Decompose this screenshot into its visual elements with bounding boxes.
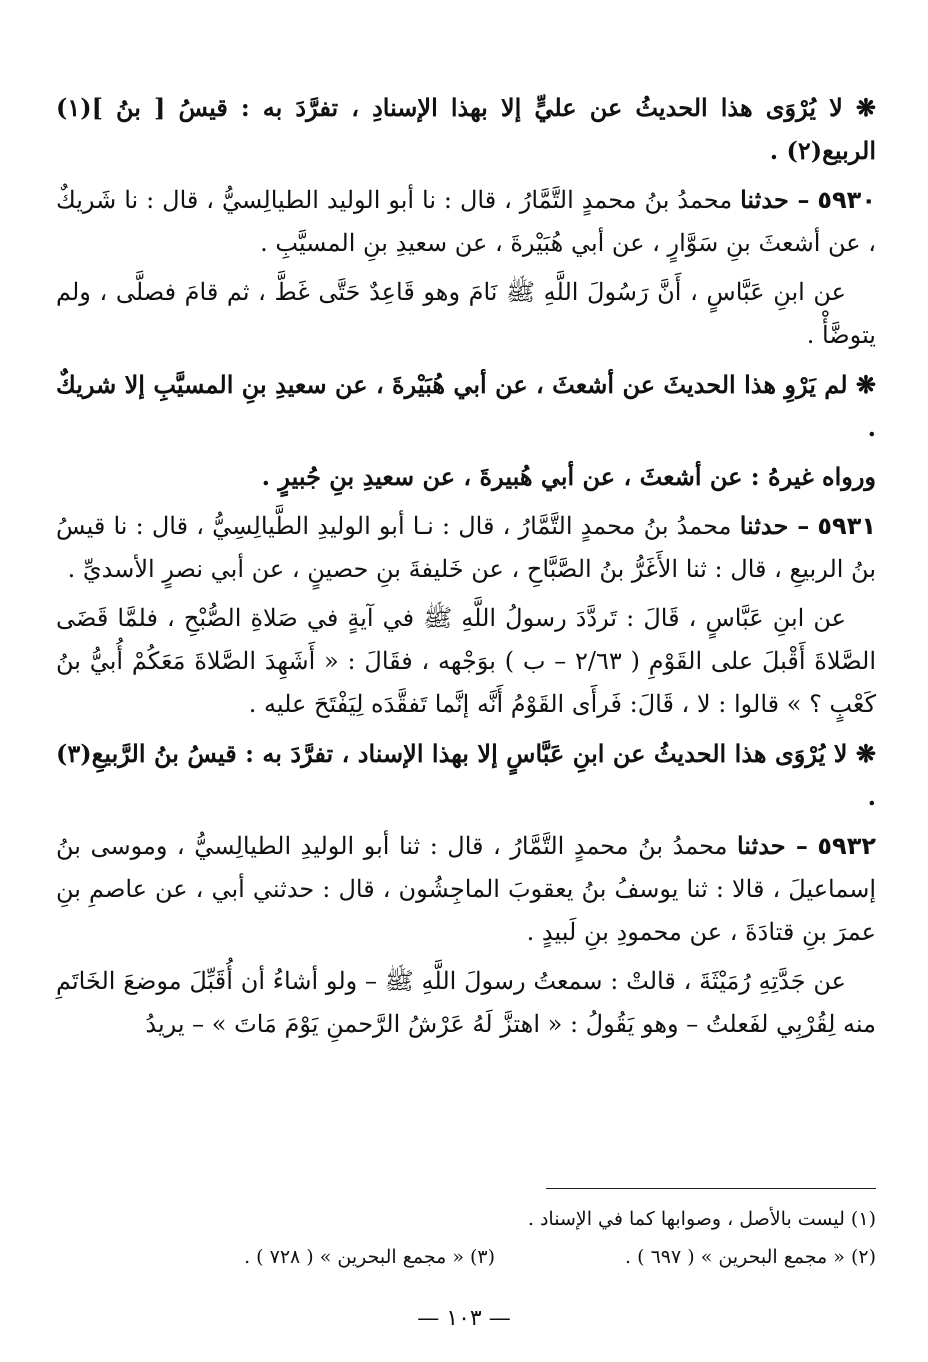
editor-note [56, 455, 876, 498]
editor-note [56, 363, 876, 449]
footnotes [56, 1200, 876, 1276]
note-text: ورواه غيرهُ : عن أشعثَ ، عن أبي هُبيرةَ ، عن سعيدِ بنِ جُبيرٍ . [261, 462, 876, 491]
hadith-label: – حدثنا [736, 831, 808, 860]
footnote-item: (٢) « مجمع البحرين » ( ٦٩٧ ) . [625, 1246, 876, 1268]
hadith-matn [56, 271, 876, 357]
hadith-isnad [56, 504, 876, 591]
matn-text: عن ابنِ عَبَّاسٍ ، أَنَّ رَسُولَ اللَّهِ ﷺ نَامَ وهو قَاعِدٌ حَتَّى غَطَّ ، ثم قامَ فصلَّى ، ولم يتوضَّأْ . [56, 278, 876, 349]
isnad-text: محمدُ بنُ محمدٍ التَّمَّارُ ، قال : نـا أبو الوليدِ الطَّيالِسِيُّ ، قال : نا قيسُ بنُ الربيعِ ، قال : ثنا الأَغَرُّ بنُ الصَّبَّاحِ ، عن خَليفةَ بنِ حصينٍ ، عن أبي نصرٍ الأسديِّ . [56, 512, 876, 583]
footnote-divider [546, 1188, 876, 1189]
hadith-isnad [56, 824, 876, 954]
isnad-text: محمدُ بنُ محمدٍ التَّمَّارُ ، قال : ثنا أبو الوليدِ الطيالِسيُّ ، وموسى بنُ إسماعيلَ ، قالا : ثنا يوسفُ بنُ يعقوبَ الماجِشُون ، قال : حدثني أبي ، عن عاصمِ بنِ عمرَ بنِ قتادَةَ ، عن محمودِ بنِ لَبيدٍ . [56, 832, 876, 946]
hadith-label: – حدثنا [740, 185, 810, 214]
isnad-text: محمدُ بنُ محمدٍ التَّمَّارُ ، قال : نا أبو الوليد الطيالِسيُّ ، قال : نا شَريكٌ ، عن أشعثَ بنِ سَوَّارٍ ، عن أبي هُبَيْرةَ ، عن سعيدِ بنِ المسيَّبِ . [56, 186, 876, 257]
editor-note [56, 732, 876, 818]
main-text [56, 86, 876, 1052]
note-text: ❋ لا يُرْوَى هذا الحديثُ عن ابنِ عَبَّاسٍ إلا بهذا الإسناد ، تفرَّدَ به : قيسُ بنُ الرَّبيعِ(٣) . [56, 739, 876, 811]
note-text: ❋ لا يُرْوَى هذا الحديثُ عن عليٍّ إلا بهذا الإسنادِ ، تفرَّدَ به : قيسُ [ بنُ ](١) الربيع(٢) . [56, 93, 876, 165]
hadith-number: ٥٩٣١ [817, 512, 876, 540]
hadith-number: ٥٩٣٠ [817, 186, 876, 214]
matn-text: عن ابنِ عَبَّاسٍ ، قَالَ : تَردَّدَ رسولُ اللَّهِ ﷺ في آيةٍ في صَلاةِ الصُّبْحِ ، فلمَّا قَضَى الصَّلاةَ أَقْبلَ على القَوْمِ ( ٢/٦٣ – ب ) بوَجْهه ، فقَالَ : « أَشَهِدَ الصَّلاةَ مَعَكُمْ أُبيُّ بنُ كَعْبٍ ؟ » قالوا : لا ، قَالَ: فَرأَى القَوْمُ أَنَّه إنَّما تَفقَّدَه لِيَفْتَحَ عليه . [56, 604, 876, 718]
note-text: ❋ لم يَرْوِ هذا الحديثَ عن أشعثَ ، عن أبي هُبَيْرةَ ، عن سعيدِ بنِ المسيَّبِ إلا شريكٌ . [56, 370, 876, 442]
matn-text: عن جَدَّتِهِ رُمَيْثَةَ ، قالتْ : سمعتُ رسولَ اللَّهِ ﷺ – ولو أشاءُ أن أُقَبِّلَ موضعَ الخَاتَمِ منه لِقُرْبِي لفَعلتُ – وهو يَقُولُ : « اهتزَّ لَهُ عَرْشُ الرَّحمنِ يَوْمَ مَاتَ » – يريدُ [56, 967, 876, 1038]
footnote-item: (٣) « مجمع البحرين » ( ٧٢٨ ) . [244, 1246, 496, 1268]
hadith-matn [56, 597, 876, 726]
footnote-row [56, 1200, 876, 1238]
hadith-matn [56, 960, 876, 1046]
hadith-number: ٥٩٣٢ [817, 832, 876, 860]
hadith-isnad [56, 178, 876, 265]
page-number: — ١٠٣ — [417, 1306, 511, 1331]
footnote-item: (١) ليست بالأصل ، وصوابها كما في الإسناد . [527, 1208, 876, 1230]
footnote-row [56, 1238, 876, 1276]
hadith-label: – حدثنا [739, 511, 810, 540]
editor-note [56, 86, 876, 172]
